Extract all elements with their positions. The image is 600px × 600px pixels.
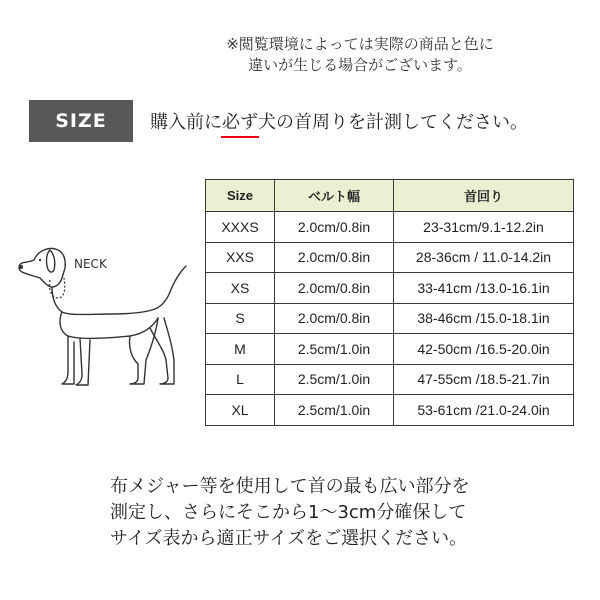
cell-neck-girth: 23-31cm/9.1-12.2in <box>394 212 574 243</box>
disclaimer-line-1: ※閲覧環境によっては実際の商品と色に <box>226 35 494 53</box>
cell-size: XL <box>206 395 275 426</box>
dog-front-leg-1 <box>62 336 74 384</box>
guide-line-3: サイズ表から適正サイズをご選択ください。 <box>110 528 468 549</box>
cell-belt-width: 2.0cm/0.8in <box>275 303 394 334</box>
dog-ear <box>46 250 54 272</box>
dog-hind-leg-1 <box>129 318 158 384</box>
instruction-after: 犬の首周りを計測してください。 <box>258 112 528 133</box>
neck-label: NECK <box>74 257 107 271</box>
cell-neck-girth: 42-50cm /16.5-20.0in <box>394 334 574 365</box>
cell-belt-width: 2.5cm/1.0in <box>275 364 394 395</box>
table-row <box>206 334 574 365</box>
cell-size: XS <box>206 273 275 304</box>
cell-neck-girth: 38-46cm /15.0-18.1in <box>394 303 574 334</box>
table-row <box>206 364 574 395</box>
dog-hind-leg-2 <box>150 318 174 384</box>
header-neck-girth: 首回り <box>394 180 574 212</box>
dog-illustration <box>10 232 190 392</box>
instruction-emphasis: 必ず <box>222 108 258 134</box>
disclaimer-line-2: 違いが生じる場合がございます。 <box>248 56 472 74</box>
cell-neck-girth: 28-36cm / 11.0-14.2in <box>394 242 574 273</box>
table-row <box>206 273 574 304</box>
cell-neck-girth: 53-61cm /21.0-24.0in <box>394 395 574 426</box>
header-size: Size <box>206 180 275 212</box>
cell-size: L <box>206 364 275 395</box>
table-header-row <box>206 180 574 212</box>
dog-body <box>52 266 186 315</box>
table-row <box>206 212 574 243</box>
table-row <box>206 303 574 334</box>
cell-neck-girth: 47-55cm /18.5-21.7in <box>394 364 574 395</box>
cell-belt-width: 2.0cm/0.8in <box>275 273 394 304</box>
color-disclaimer <box>150 34 570 76</box>
dog-underside <box>60 312 158 338</box>
guide-line-2: 測定し、さらにそこから1〜3cm分確保して <box>110 502 467 523</box>
table-row <box>206 242 574 273</box>
cell-neck-girth: 33-41cm /13.0-16.1in <box>394 273 574 304</box>
dog-head <box>19 248 65 287</box>
dog-eye <box>39 259 41 261</box>
table-row <box>206 395 574 426</box>
cell-size: XXS <box>206 242 275 273</box>
cell-size: XXXS <box>206 212 275 243</box>
dog-front-leg-2 <box>76 338 90 385</box>
measure-instruction <box>150 108 528 134</box>
cell-belt-width: 2.5cm/1.0in <box>275 334 394 365</box>
cell-size: M <box>206 334 275 365</box>
measuring-guide <box>110 474 470 552</box>
size-table <box>205 179 574 426</box>
guide-line-1: 布メジャー等を使用して首の最も広い部分を <box>110 476 470 497</box>
instruction-before: 購入前に <box>150 112 222 133</box>
cell-size: S <box>206 303 275 334</box>
dog-nose <box>19 265 23 269</box>
cell-belt-width: 2.0cm/0.8in <box>275 212 394 243</box>
header-belt-width: ベルト幅 <box>275 180 394 212</box>
cell-belt-width: 2.5cm/1.0in <box>275 395 394 426</box>
size-badge: SIZE <box>29 100 133 142</box>
cell-belt-width: 2.0cm/0.8in <box>275 242 394 273</box>
